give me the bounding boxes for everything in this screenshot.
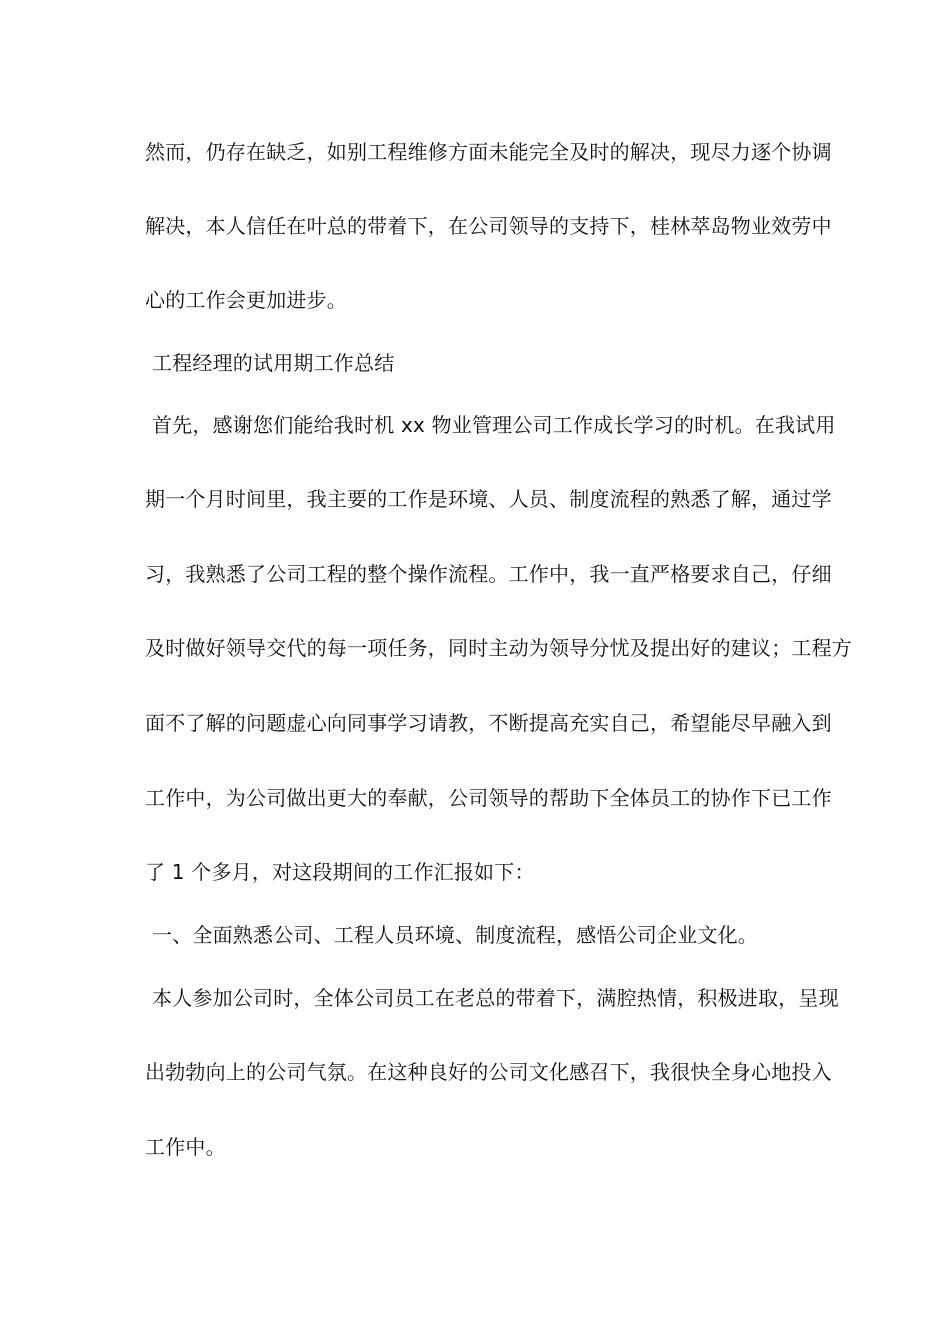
paragraph-line: 习，我熟悉了公司工程的整个操作流程。工作中，我一直严格要求自己，仔细 — [145, 562, 832, 586]
paragraph-line: 工作中，为公司做出更大的奉献，公司领导的帮助下全体员工的协作下已工作 — [145, 786, 832, 810]
paragraph-line: 了 1 个多月，对这段期间的工作汇报如下： — [145, 860, 535, 884]
paragraph-line: 及时做好领导交代的每一项任务，同时主动为领导分忧及提出好的建议；工程方 — [145, 636, 852, 660]
section-heading: 工程经理的试用期工作总结 — [152, 351, 395, 375]
paragraph-line: 心的工作会更加进步。 — [145, 288, 347, 312]
paragraph-line: 本人参加公司时，全体公司员工在老总的带着下，满腔热情，积极进取，呈现 — [152, 986, 839, 1010]
section-heading: 一、全面熟悉公司、工程人员环境、制度流程，感悟公司企业文化。 — [152, 923, 758, 947]
paragraph-line: 解决，本人信任在叶总的带着下，在公司领导的支持下，桂林萃岛物业效劳中 — [145, 214, 832, 238]
paragraph-line: 工作中。 — [145, 1135, 226, 1159]
paragraph-line: 期一个月时间里，我主要的工作是环境、人员、制度流程的熟悉了解，通过学 — [145, 487, 832, 511]
paragraph-line: 面不了解的问题虚心向同事学习请教，不断提高充实自己，希望能尽早融入到 — [145, 711, 832, 735]
paragraph-line: 出勃勃向上的公司气氛。在这种良好的公司文化感召下，我很快全身心地投入 — [145, 1060, 832, 1084]
paragraph-line: 然而，仍存在缺乏，如别工程维修方面未能完全及时的解决，现尽力逐个协调 — [145, 140, 832, 164]
paragraph-line: 首先，感谢您们能给我时机 xx 物业管理公司工作成长学习的时机。在我试用 — [152, 413, 836, 437]
